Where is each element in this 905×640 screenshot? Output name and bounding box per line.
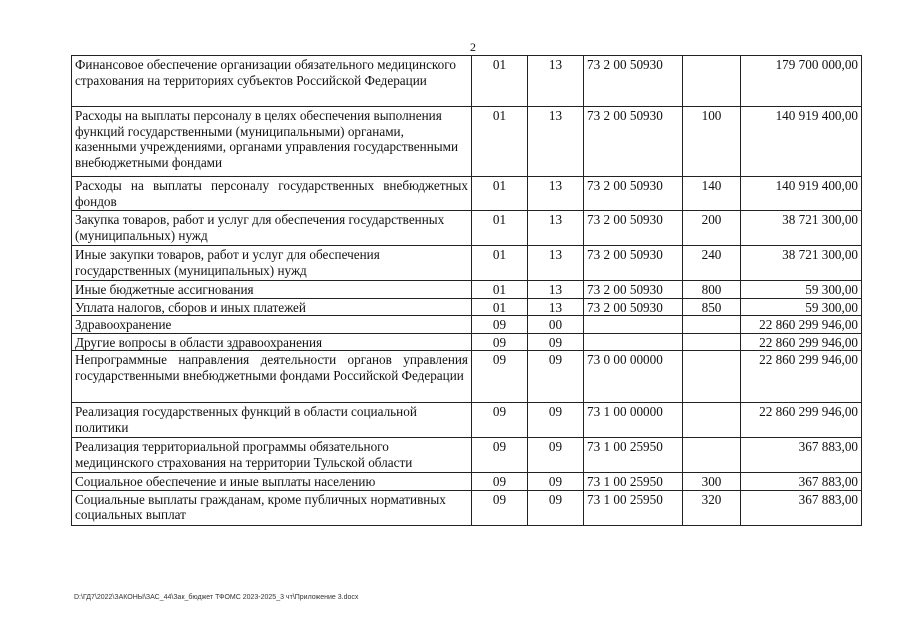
expense-name-cell: Иные закупки товаров, работ и услуг для обеспечения государственных (муниципальных) нужд — [72, 246, 472, 281]
expense-name-cell: Уплата налогов, сборов и иных платежей — [72, 298, 472, 316]
section-cell: 01 — [472, 298, 528, 316]
target-article-cell: 73 2 00 50930 — [584, 177, 683, 211]
table-row — [72, 351, 862, 403]
subsection-cell: 09 — [528, 490, 584, 525]
amount-cell: 38 721 300,00 — [741, 246, 862, 281]
expense-name-cell: Иные бюджетные ассигнования — [72, 281, 472, 299]
amount-cell: 22 860 299 946,00 — [741, 351, 862, 403]
amount-cell: 367 883,00 — [741, 438, 862, 473]
table-row — [72, 281, 862, 299]
section-cell: 09 — [472, 333, 528, 351]
expense-type-cell — [683, 333, 741, 351]
budget-table — [71, 55, 862, 526]
section-cell: 01 — [472, 177, 528, 211]
table-row — [72, 316, 862, 334]
section-cell: 01 — [472, 246, 528, 281]
target-article-cell: 73 2 00 50930 — [584, 211, 683, 246]
expense-type-cell — [683, 438, 741, 473]
target-article-cell: 73 2 00 50930 — [584, 56, 683, 107]
amount-cell: 59 300,00 — [741, 298, 862, 316]
expense-name-cell: Здравоохранение — [72, 316, 472, 334]
target-article-cell: 73 2 00 50930 — [584, 246, 683, 281]
section-cell: 09 — [472, 490, 528, 525]
target-article-cell: 73 0 00 00000 — [584, 351, 683, 403]
target-article-cell: 73 2 00 50930 — [584, 107, 683, 177]
expense-type-cell: 140 — [683, 177, 741, 211]
expense-name-cell: Социальные выплаты гражданам, кроме публичных нормативных социальных выплат — [72, 490, 472, 525]
table-row — [72, 298, 862, 316]
expense-type-cell — [683, 403, 741, 438]
expense-type-cell — [683, 351, 741, 403]
subsection-cell: 13 — [528, 246, 584, 281]
section-cell: 09 — [472, 316, 528, 334]
expense-name-cell: Финансовое обеспечение организации обязательного медицинского страхования на территориях субъектов Российской Федерации — [72, 56, 472, 107]
table-row — [72, 438, 862, 473]
table-row — [72, 403, 862, 438]
amount-cell: 59 300,00 — [741, 281, 862, 299]
subsection-cell: 13 — [528, 211, 584, 246]
table-row — [72, 333, 862, 351]
target-article-cell: 73 1 00 00000 — [584, 403, 683, 438]
subsection-cell: 09 — [528, 351, 584, 403]
table-row — [72, 211, 862, 246]
table-row — [72, 490, 862, 525]
section-cell: 09 — [472, 473, 528, 491]
subsection-cell: 13 — [528, 177, 584, 211]
subsection-cell: 13 — [528, 281, 584, 299]
target-article-cell: 73 1 00 25950 — [584, 473, 683, 491]
expense-name-cell: Расходы на выплаты персоналу в целях обеспечения выполнения функций государственными (муниципальными) органами, казенными учреждениями, органами управления государственными внебюджетными фондами — [72, 107, 472, 177]
subsection-cell: 09 — [528, 473, 584, 491]
expense-name-cell: Расходы на выплаты персоналу государственных внебюджетных фондов — [72, 177, 472, 211]
section-cell: 09 — [472, 438, 528, 473]
amount-cell: 22 860 299 946,00 — [741, 403, 862, 438]
section-cell: 01 — [472, 56, 528, 107]
expense-type-cell: 850 — [683, 298, 741, 316]
expense-type-cell: 100 — [683, 107, 741, 177]
subsection-cell: 13 — [528, 107, 584, 177]
amount-cell: 140 919 400,00 — [741, 107, 862, 177]
amount-cell: 22 860 299 946,00 — [741, 333, 862, 351]
subsection-cell: 09 — [528, 403, 584, 438]
amount-cell: 367 883,00 — [741, 490, 862, 525]
expense-name-cell: Реализация государственных функций в области социальной политики — [72, 403, 472, 438]
table-row — [72, 177, 862, 211]
expense-name-cell: Непрограммные направления деятельности органов управления государственными внебюджетными фондами Российской Федерации — [72, 351, 472, 403]
target-article-cell — [584, 316, 683, 334]
section-cell: 01 — [472, 281, 528, 299]
expense-type-cell — [683, 56, 741, 107]
expense-type-cell — [683, 316, 741, 334]
expense-type-cell: 240 — [683, 246, 741, 281]
target-article-cell: 73 1 00 25950 — [584, 490, 683, 525]
amount-cell: 140 919 400,00 — [741, 177, 862, 211]
expense-name-cell: Социальное обеспечение и иные выплаты населению — [72, 473, 472, 491]
expense-name-cell: Закупка товаров, работ и услуг для обеспечения государственных (муниципальных) нужд — [72, 211, 472, 246]
table-row — [72, 56, 862, 107]
section-cell: 09 — [472, 351, 528, 403]
table-row — [72, 473, 862, 491]
subsection-cell: 09 — [528, 333, 584, 351]
target-article-cell: 73 2 00 50930 — [584, 281, 683, 299]
target-article-cell: 73 1 00 25950 — [584, 438, 683, 473]
section-cell: 09 — [472, 403, 528, 438]
section-cell: 01 — [472, 211, 528, 246]
target-article-cell: 73 2 00 50930 — [584, 298, 683, 316]
target-article-cell — [584, 333, 683, 351]
amount-cell: 38 721 300,00 — [741, 211, 862, 246]
expense-type-cell: 320 — [683, 490, 741, 525]
amount-cell: 22 860 299 946,00 — [741, 316, 862, 334]
subsection-cell: 00 — [528, 316, 584, 334]
subsection-cell: 13 — [528, 298, 584, 316]
expense-name-cell: Другие вопросы в области здравоохранения — [72, 333, 472, 351]
subsection-cell: 09 — [528, 438, 584, 473]
expense-type-cell: 200 — [683, 211, 741, 246]
expense-type-cell: 800 — [683, 281, 741, 299]
document-file-path: D:\ГД7\2022\ЗАКОНЫ\ЗАС_44\Зак_бюджет ТФОМС 2023-2025_3 чт\Приложение 3.docx — [74, 594, 359, 601]
budget-table-body — [72, 56, 862, 526]
amount-cell: 367 883,00 — [741, 473, 862, 491]
page-number: 2 — [470, 40, 476, 54]
amount-cell: 179 700 000,00 — [741, 56, 862, 107]
table-row — [72, 246, 862, 281]
section-cell: 01 — [472, 107, 528, 177]
subsection-cell: 13 — [528, 56, 584, 107]
expense-name-cell: Реализация территориальной программы обязательного медицинского страхования на территории Тульской области — [72, 438, 472, 473]
table-row — [72, 107, 862, 177]
expense-type-cell: 300 — [683, 473, 741, 491]
